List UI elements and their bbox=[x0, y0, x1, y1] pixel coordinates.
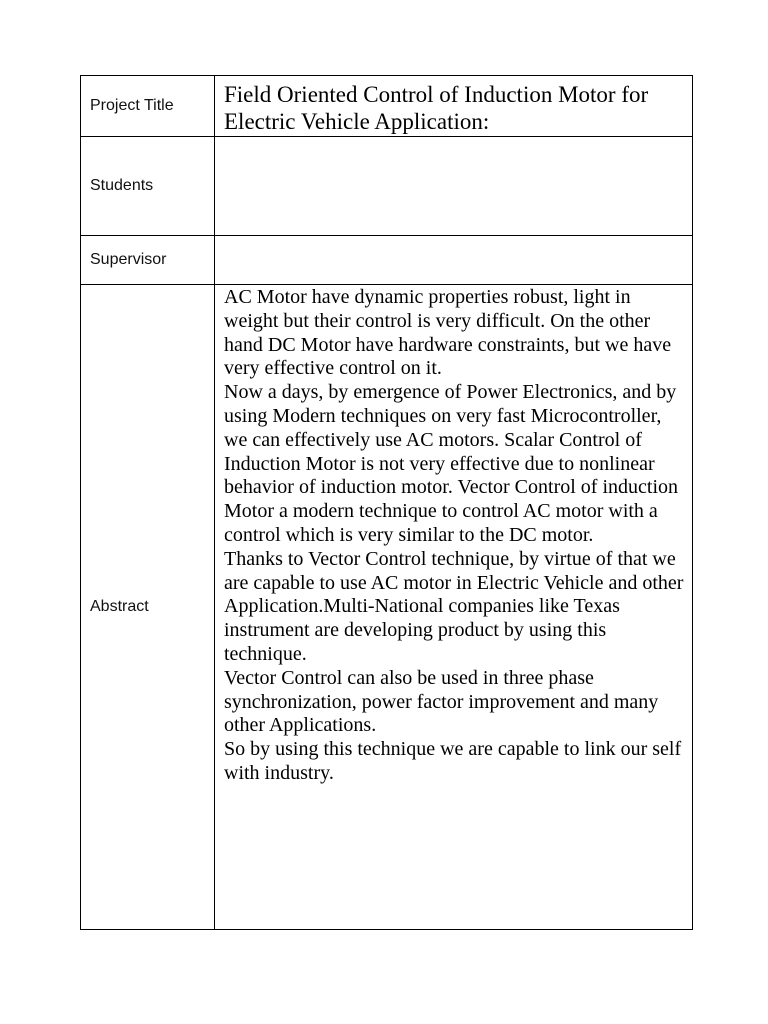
abstract-paragraph: AC Motor have dynamic properties robust, light in weight but their control is very difficult. On the other hand DC Motor have hardware constraints, but we have very effective control on it. bbox=[224, 286, 672, 380]
abstract-label: Abstract bbox=[81, 285, 215, 930]
abstract-paragraph: So by using this technique we are capable to link our self with industry. bbox=[224, 738, 682, 784]
supervisor-label: Supervisor bbox=[81, 236, 215, 285]
students-label: Students bbox=[81, 137, 215, 236]
abstract-row bbox=[81, 285, 693, 930]
project-title-label: Project Title bbox=[81, 76, 215, 137]
students-row bbox=[81, 137, 693, 236]
students-value bbox=[215, 137, 693, 236]
abstract-paragraph: Vector Control can also be used in three phase synchronization, power factor improvement and many other Applications. bbox=[224, 666, 659, 737]
project-title-value-cell bbox=[215, 76, 693, 137]
project-title-row bbox=[81, 76, 693, 137]
supervisor-value bbox=[215, 236, 693, 285]
abstract-paragraph: Now a days, by emergence of Power Electronics, and by using Modern techniques on very fast Microcontroller, we can effectively use AC motors. Scalar Control of Induction Motor is not very effective due to nonlinear behavior of induction motor. Vector Control of induction Motor a modern technique to control AC motor with a control which is very similar to the DC motor. bbox=[224, 381, 679, 546]
project-title-value: Field Oriented Control of Induction Motor for Electric Vehicle Application: bbox=[224, 82, 649, 134]
supervisor-row bbox=[81, 236, 693, 285]
project-info-table bbox=[80, 75, 693, 930]
abstract-text bbox=[215, 285, 692, 786]
abstract-paragraph: Thanks to Vector Control technique, by virtue of that we are capable to use AC motor in Electric Vehicle and other Application.Multi-National companies like Texas instrument are developing product by using this technique. bbox=[224, 547, 684, 665]
abstract-value-cell bbox=[215, 285, 693, 930]
